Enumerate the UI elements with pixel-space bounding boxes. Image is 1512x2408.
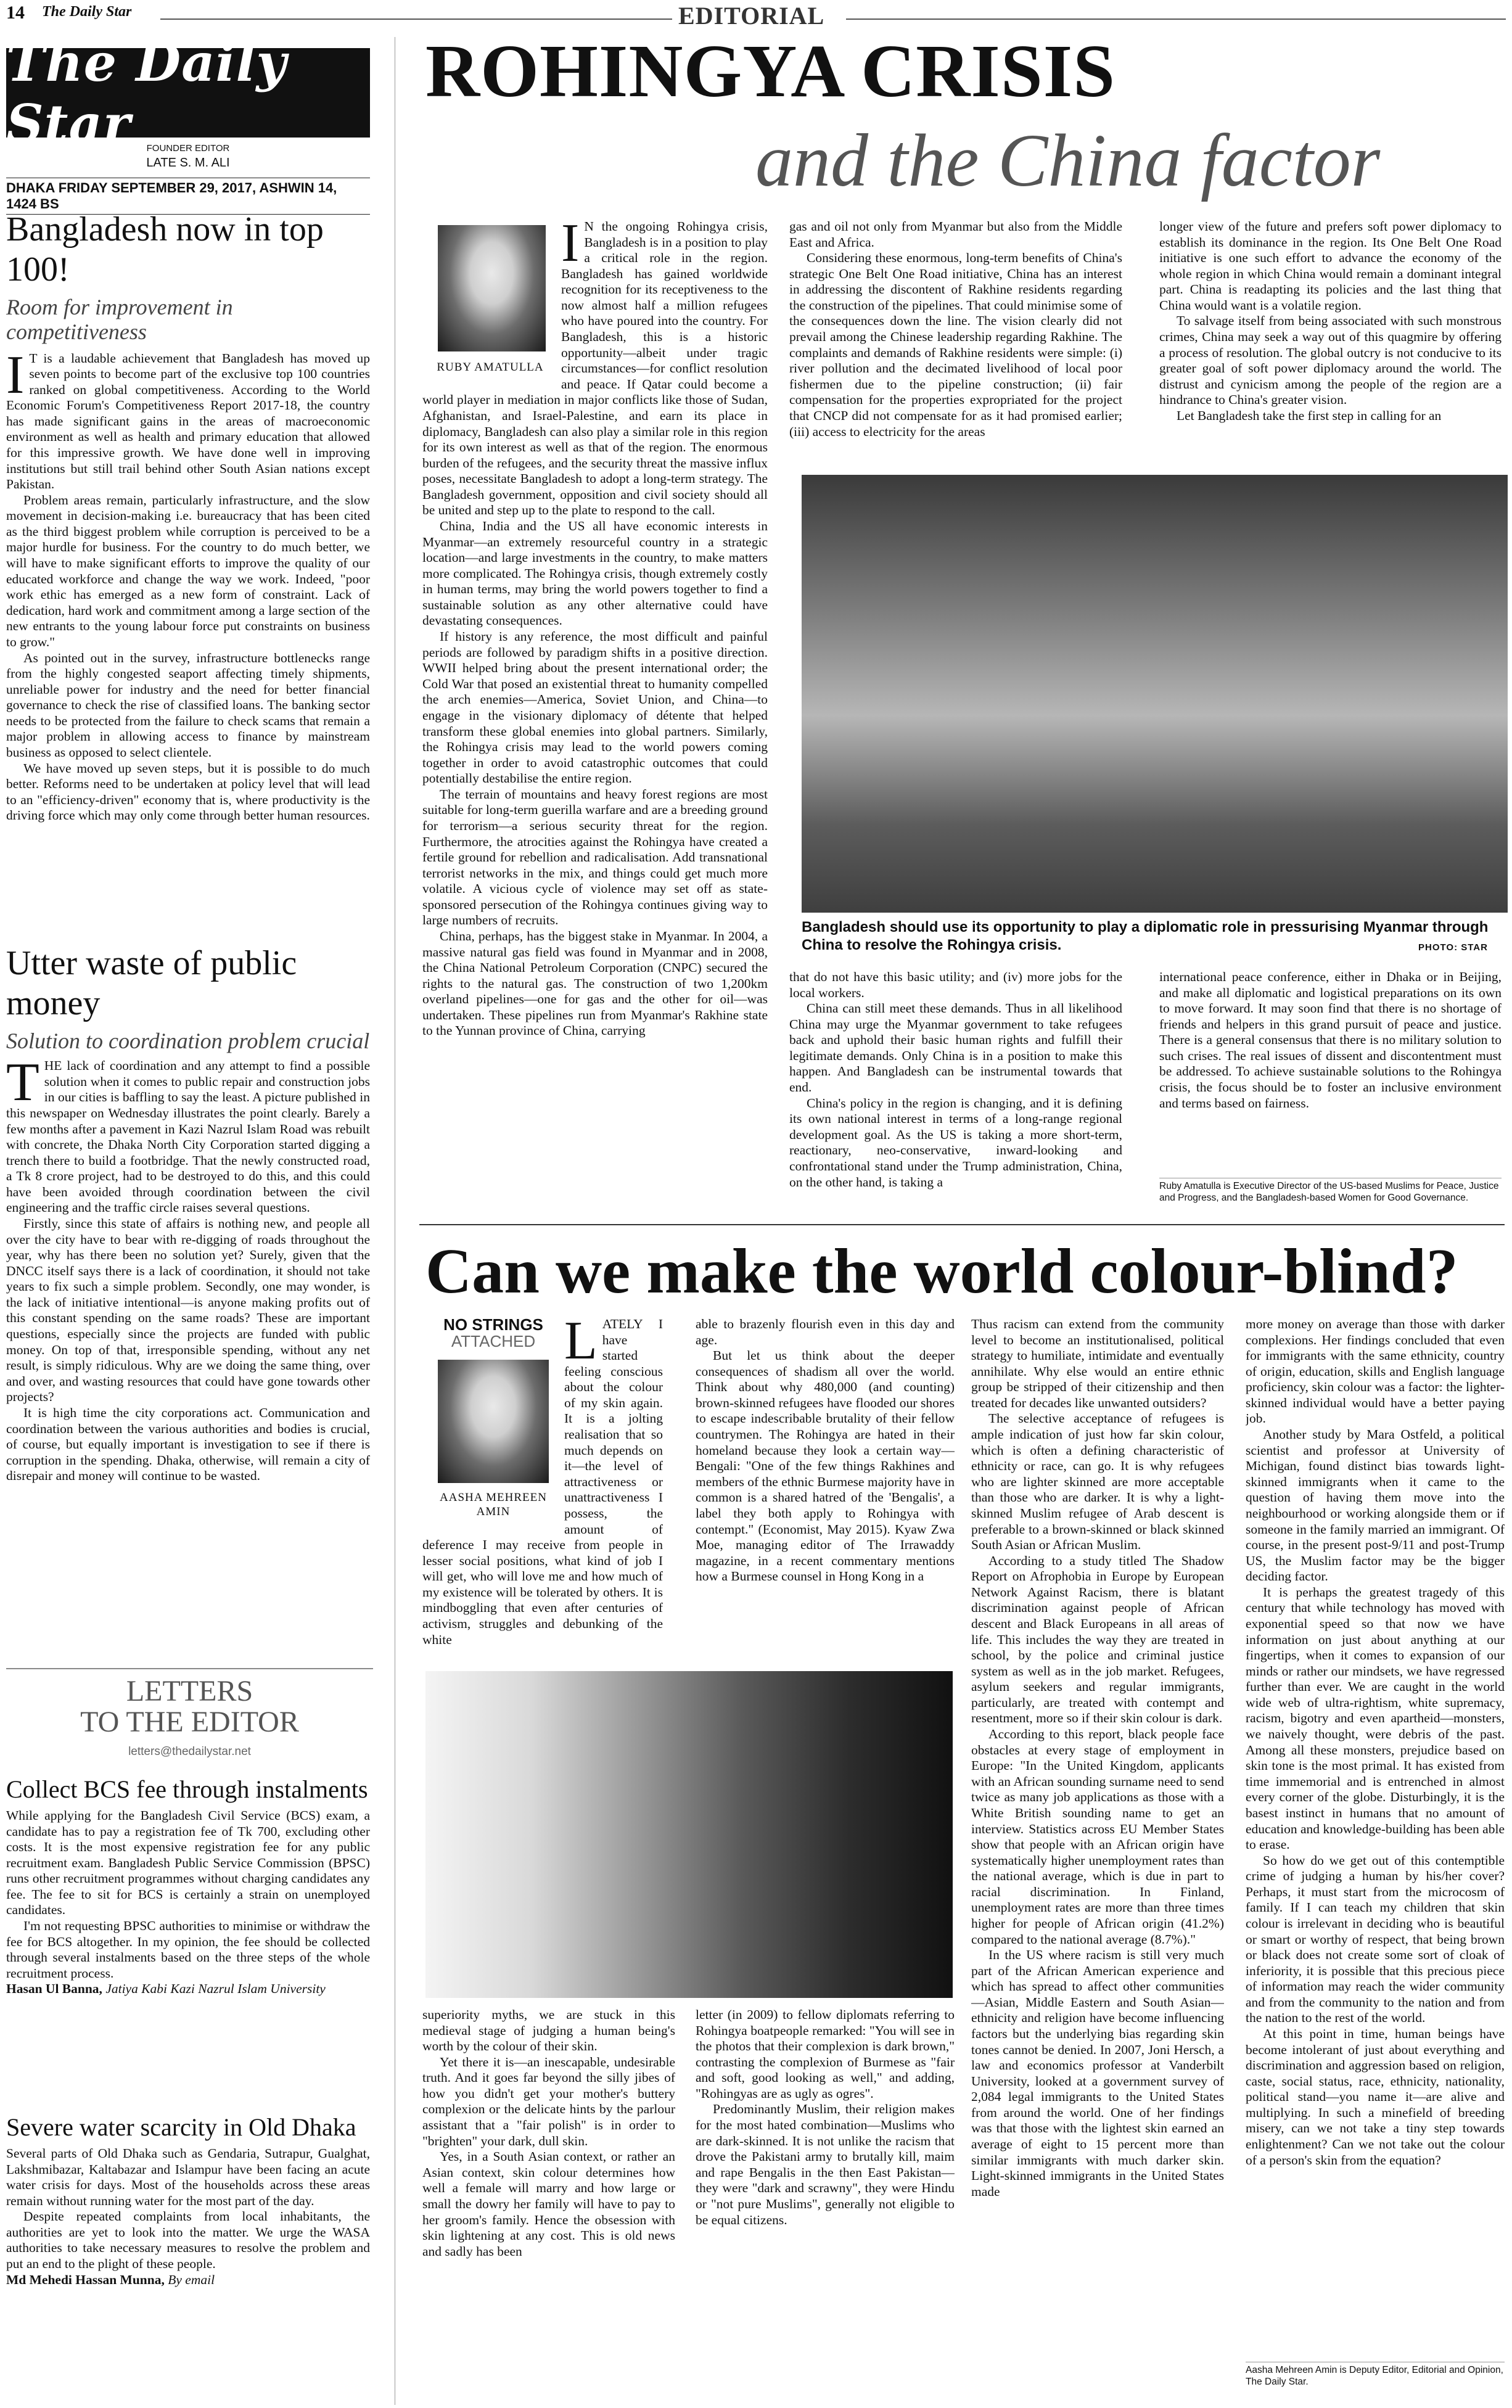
- letters-heading-line1: LETTERS: [126, 1675, 253, 1707]
- section-label: EDITORIAL: [678, 2, 825, 30]
- page-header: [6, 2, 1505, 30]
- paragraph: China can still meet these demands. Thus in all likelihood China may urge the Myanmar government to take refugees back and uphold their basic human rights and fulfill their legitimate demands. Only China is in a position to make this happen. And Bangladesh can be instrumental towards that end.: [789, 1001, 1122, 1095]
- photo-caption: Bangladesh should use its opportunity to play a diplomatic role in pressurising Myanmar through China to resolve the Rohingya crisis.: [802, 919, 1489, 953]
- author-footnote: Aasha Mehreen Amin is Deputy Editor, Editorial and Opinion, The Daily Star.: [1246, 2362, 1505, 2388]
- feature-column-1: [422, 219, 768, 1215]
- column-name-line2: ATTACHED: [451, 1332, 536, 1351]
- feature-column-3b: [1159, 969, 1502, 1173]
- editorial-bangladesh-top-100: [6, 210, 370, 824]
- paragraph: If history is any reference, the most difficult and painful periods are followed by paradigm shifts in a positive direction. WWII helped bring about the present international order; the Cold War that posed an existential threat to humanity compelled the arch enemies—America, Soviet Union, and China—to engage in the visionary diplomacy of détente that helped transform these global enemies into global partners. Similarly, the Rohingya crisis may lead to the world powers coming together in order to avoid catastrophic outcomes that could potentially destabilise the entire region.: [422, 629, 768, 786]
- editorial-title: Bangladesh now in top 100!: [6, 210, 324, 289]
- paragraph: that do not have this basic utility; and (iv) more jobs for the local workers.: [789, 969, 1122, 1000]
- letters-heading-line2: TO THE EDITOR: [80, 1706, 299, 1739]
- paragraph: international peace conference, either in Dhaka or in Beijing, and make all diplomatic and logistical preparations on its own to move forward. It may soon find that there is no shortage of friends and helpers in this grand pursuit of peace and justice. There is a general consensus that there is no military solution to such crises. The real issues of dissent and discontentment must be addressed. To achieve sustainable solutions to the Rohingya crisis, the focus should be to foster an inclusive environment and terms based on fairness.: [1159, 969, 1502, 1111]
- header-rule-left: [160, 18, 672, 20]
- paragraph: T is a laudable achievement that Bangladesh has moved up seven points to become part of the exclusive top 100 countries ranked on global competitiveness. According to the World Economic Forum's Competitiveness Report 2017-18, the country has made significant gains in the areas of macroeconomic environment as well as health and primary education that allowed for this impressive growth. We have done well in improving institutions but still trail behind other South Asian nations except Pakistan.: [6, 350, 370, 492]
- paragraph: Considering these enormous, long-term benefits of China's strategic One Belt One Road initiative, China has an interest in addressing the discontent of Rakhine residents regarding the construction of the pipelines. That could minimise some of the consequences down the line. The vision clearly did not prevail among the Chinese leadership regarding Rakhine. The complaints and demands of Rakhine residents were simple: (i) river pollution and the decimated livelihood of local poor fishermen due to the pipeline construction; (ii) fair compensation for the properties expropriated for the project that CNCP did not compensate for as it had promised earlier; (iii) access to electricity for the areas: [789, 250, 1122, 439]
- feature-column-2: [789, 219, 1122, 466]
- founder-editor: [6, 143, 370, 170]
- feature-title-line2: and the China factor: [755, 119, 1381, 202]
- paragraph: According to a study titled The Shadow Report on Afrophobia in Europe by European Network Against Racism, there is blatant discrimination against people of African descent and Black Europeans in all areas of life. This includes the way they are treated in school, by the police and criminal justice system as well as in the job market. Refugees, asylum seekers and regular immigrants, particularly, are treated with contempt and resentment, more so if their skin colour is dark.: [971, 1553, 1224, 1726]
- founder-label: FOUNDER EDITOR: [146, 143, 230, 154]
- paragraph: gas and oil not only from Myanmar but also from the Middle East and Africa.: [789, 219, 1122, 250]
- paragraph: China, India and the US all have economic interests in Myanmar—an extremely resourceful country in a strategic location—and large investments in the country, to make matters more complicated. The Rohingya crisis, though extremely costly in human terms, may bring the world powers together to find a sustainable solution as any other alternative could have devastating consequences.: [422, 518, 768, 628]
- feature-column-2b: [696, 2007, 955, 2405]
- letter-author: Md Mehedi Hassan Munna,: [6, 2272, 165, 2287]
- paragraph: Yet there it is—an inescapable, undesirable truth. And it goes far beyond the silly jibes of how you didn't get your mother's buttery complexion or the delicate hints by the parlour assistant that a "fair polish" is in order to "brighten" your dark, dull skin.: [422, 2054, 675, 2148]
- paragraph: Thus racism can extend from the community level to become an institutionalised, political strategy to humiliate, intimidate and eventually annihilate. Why else would an entire ethnic group be stripped of their citizenship and then treated for decades like unwanted outsiders?: [971, 1317, 1224, 1410]
- letter-item: [6, 1776, 370, 1997]
- feature-column-2: [696, 1317, 955, 1659]
- paragraph: ATELY I have started feeling conscious about the colour of my skin again. It is a jolting realisation that so much depends on it—the level of attractiveness or unattractiveness I possess, the amount of deference I may receive from people in lesser social positions, what kind of job I will get, who will love me and how much of my existence will be tolerated by others. It is mindboggling that even after centuries of activism, struggles and debunking of the white: [422, 1317, 663, 1647]
- header-paper-name: The Daily Star: [42, 4, 132, 20]
- masthead-logo: The Daily Star: [6, 48, 370, 138]
- page-number: 14: [6, 2, 25, 23]
- paragraph: Problem areas remain, particularly infrastructure, and the slow movement in decision-making i.e. bureaucracy that has been cited as the third biggest problem while corruption is perceived to be a major hurdle for business. For the country to do much better, we will have to make significant efforts to improve the quality of our educated workforce and change the way we work. Indeed, "poor work ethic has emerged as a new form of constraint. Lack of dedication, hard work and commitment among a large section of the new entrants to the young labour force put constraints on business to grow.": [6, 492, 370, 649]
- author-footnote: Ruby Amatulla is Executive Director of the US-based Muslims for Peace, Justice and Progress, and the Bangladesh-based Women for Good Governance.: [1159, 1178, 1502, 1204]
- feature-column-4: [1246, 1317, 1505, 2353]
- paragraph: We have moved up seven steps, but it is possible to do much better. Reforms need to be undertaken at policy level that will lead to an "efficiency-driven" economy that is, where productivity is the driving force which may only come through better human resources.: [6, 760, 370, 823]
- editorial-subtitle: Solution to coordination problem crucial: [6, 1028, 370, 1053]
- paragraph: The terrain of mountains and heavy forest regions are most suitable for long-term guerilla warfare and are a breeding ground for terrorism—a serious security threat for the region. Furthermore, the atrocities against the Rohingya have created a fertile ground for rebellion and radicalisation. Add transnational terrorist networks in the mix, and things could get much more volatile. A vicious cycle of violence may set off as state-sponsored persecution of the Rohingya continues giving way to large numbers of recruits.: [422, 786, 768, 928]
- paragraph: superiority myths, we are stuck in this medieval stage of judging a human being's worth by the colour of their skin.: [422, 2007, 675, 2054]
- feature-column-1: [422, 1317, 663, 1659]
- paragraph: Several parts of Old Dhaka such as Gendaria, Sutrapur, Gualghat, Lakshmibazar, Kaltabazar and Islampur have been facing an acute water crisis for days. Most of the households across these areas remain without running water for the most part of the day.: [6, 2146, 370, 2208]
- letters-email: letters@thedailystar.net: [128, 1745, 251, 1758]
- author-line1: AASHA MEHREEN: [440, 1491, 547, 1504]
- letter-author: Hasan Ul Banna,: [6, 1981, 102, 1997]
- paragraph: While applying for the Bangladesh Civil Service (BCS) exam, a candidate has to pay a registration fee of Tk 700, excluding other costs. It is the most expensive registration fee for any public recruitment exam. Bangladesh Public Service Commission (BPSC) runs other recruitment programmes without charging candidates any fee. The fee to sit for BCS is certainly a strain on unemployed candidates.: [6, 1808, 370, 1918]
- paragraph: Yes, in a South Asian context, or rather an Asian context, skin colour determines how well a female will marry and how large or small the dowry her family will have to pay to her groom's family. Hence the obsession with skin lightening at any cost. This is old news and sadly has been: [422, 2149, 675, 2259]
- paragraph: To salvage itself from being associated with such monstrous crimes, China may seek a way out of this quagmire by offering a process of resolution. The global outcry is not conducive to its greater goal of soft power diplomacy around the world. The distrust and cynicism among the people of the region are a hindrance to China's greater vision.: [1159, 313, 1502, 408]
- dropcap: I: [561, 219, 580, 273]
- editorial-title: Utter waste of public money: [6, 944, 297, 1022]
- author-line2: AMIN: [476, 1505, 511, 1518]
- paragraph: As pointed out in the survey, infrastructure bottlenecks range from the highly congested seaport affecting timely shipments, unreliable power for industry and the need for better financial governance to check the rise of classified loans. The banking sector needs to be protected from the failure to check scams that remain a major problem in allowing access to finance by mainstream business as opposed to select clientele.: [6, 650, 370, 760]
- letter-body: [6, 2146, 370, 2288]
- feature-title: ROHINGYA CRISIS: [425, 30, 1116, 113]
- paragraph: The selective acceptance of refugees is ample indication of just how far skin colour, which is often a defining characteristic of ethnicity or race, can go. It is why refugees who are lighter skinned are more acceptable than those who are darker. It is why a light-skinned Muslim refugee of Arab descent is preferable to a brown-skinned or black skinned South Asian or African Muslim.: [971, 1411, 1224, 1553]
- paragraph: N the ongoing Rohingya crisis, Bangladesh is in a position to play a critical role in the region. Bangladesh has gained worldwide recognition for its receptiveness to the now almost half a million refugees who have poured into the country. For Bangladesh, this is a historic opportunity—albeit under tragic circumstances—for conflict resolution and peace. If Qatar could become a world player in mediation in major conflicts like those of Sudan, Afghanistan, and Israel-Palestine, and earn its place in diplomacy, Bangladesh can also play a similar role in this region for its own interest as well as that of the region. The enormous burden of the refugees, and the security threat the massive influx poses, necessitate Bangladesh to adopt a long-term strategy. The Bangladesh government, opposition and civil society should all be united and step up to the plate to respond to the call.: [422, 219, 768, 518]
- editorial-body: [6, 1053, 370, 1484]
- section-divider: [419, 1224, 1505, 1225]
- paragraph: more money on average than those with darker complexions. Her findings concluded that even for immigrants with the same ethnicity, country of origin, education, skills and English language proficiency, skin colour was a factor: the lighter-skinned individual would have a better paying job.: [1246, 1317, 1505, 1426]
- paragraph: China's policy in the region is changing, and it is defining its own national interest in terms of a long-range regional development goal. As the US is taking a more short-term, reactionary, neo-conservative, inward-looking and confrontational stand under the Trump administration, China, on the other hand, is taking a: [789, 1095, 1122, 1190]
- paragraph: able to brazenly flourish even in this day and age.: [696, 1317, 955, 1347]
- paragraph: letter (in 2009) to fellow diplomats referring to Rohingya boatpeople remarked: "You will see in the photos that their complexion is dark brown," contrasting the complexion of Burmese as "fair and soft, good looking as well," and adding, "Rohingyas are as ugly as ogres".: [696, 2007, 955, 2101]
- letter-body: [6, 1808, 370, 1997]
- feature-column-2b: [789, 969, 1122, 1216]
- column-name-line1: NO STRINGS: [443, 1315, 543, 1334]
- paragraph: Firstly, since this state of affairs is nothing new, and people all over the city have to bear with re-digging of roads throughout the year, why has there been no solution yet? Surely, given that the DNCC itself says there is a lack of coordination, it should not take years to fix such a simple problem. Secondly, one may wonder, is the lack of initiative intentional—is anyone making profits out of this constant spending on the same roads? These are important questions, especially since the projects are funded with public money. On top of that, irresponsible spending, without any net result, is simply ridiculous. Why are we doing the same thing, over and over, and wasting resources that could have gone towards other projects?: [6, 1216, 370, 1405]
- paragraph: At this point in time, human beings have become intolerant of just about everything and discrimination and aggression based on religion, caste, social status, race, ethnicity, nationality, political stand—you name it—are alive and multiplying. In such a minefield of breeding misery, can we not take a tiny step towards enlightenment? Can we not take out the colour of a person's skin from the equation?: [1246, 2026, 1505, 2168]
- paragraph: Another study by Mara Ostfeld, a political scientist and professor at University of Michigan, found distinct bias towards light-skinned immigrants when it came to the question of having them move into the neighbourhood or working alongside them or if someone in the family married an immigrant. Of course, in the present post-9/11 and post-Trump US, the Muslim factor may be the bigger deciding factor.: [1246, 1427, 1505, 1584]
- paragraph: Let Bangladesh take the first step in calling for an: [1177, 408, 1442, 423]
- feature-column-3: [971, 1317, 1224, 2405]
- paragraph: So how do we get out of this contemptible crime of judging a human by his/her cover? Perhaps, it must start from the microcosm of family. If I can teach my children that skin colour is irrelevant in deciding who is beautiful or smart or worthy of respect, that being brown or black does not create some sort of cloak of inferiority, it is possible that this precious piece of information may reach the wider community and from the community to the nation and from the nation to the rest of the world.: [1246, 1852, 1505, 2026]
- editorial-body: [6, 345, 370, 824]
- paragraph: According to this report, black people face obstacles at every stage of employment in Europe: "In the United Kingdom, applicants with an African sounding surname need to send twice as many job applications as those with a White British sounding name to get an interview. Statistics across EU Member States show that people with an African origin have systematically higher unemployment rates than the national average, which is due in part to racial discrimination. In Finland, unemployment rates are more than three times higher for people of African origin (41.2%) compared to the national average (8.7%).": [971, 1727, 1224, 1947]
- editorial-waste-public-money: [6, 943, 370, 1484]
- paragraph: But let us think about the deeper consequences of shadism all over the world. Think about why 480,000 (and counting) brown-skinned refugees have flooded our shores to escape indescribable brutality of their fellow countrymen. The Rohingya are hated in their homeland because they look a certain way—Bengali: "One of the few things Rakhines and members of the ethnic Burmese majority have in common is a shared hatred of the 'Bengalis', a label they both apply to Rohingya with contempt." (Economist, May 2015). Kyaw Zwa Moe, managing editor of The Irrawaddy magazine, in a recent commentary mentions how a Burmese counsel in Hong Kong in a: [696, 1348, 955, 1584]
- feature-column-1b: [422, 2007, 675, 2405]
- paragraph: I'm not requesting BPSC authorities to minimise or withdraw the fee for BCS altogether. In my opinion, the fee should be collected through several instalments based on the three steps of the whole recruitment process.: [6, 1918, 370, 1981]
- dropcap: L: [564, 1317, 598, 1371]
- dateline: DHAKA FRIDAY SEPTEMBER 29, 2017, ASHWIN 14, 1424 BS: [6, 178, 370, 215]
- paragraph: In the US where racism is still very much part of the African American experience and which has spread to affect other communities—Asian, Middle Eastern and South Asian—ethnicity and religion have become influencing factors but the underlying bias regarding skin tones cannot be denied. In 2007, Joni Hersch, a law and economics professor at Vanderbilt University, looked at a government survey of 2,084 legal immigrants to the United States from around the world. One of her findings was that those with the lightest skin earned an average of eight to 15 percent more than similar immigrants with much darker skin. Light-skinned immigrants in the United States made: [971, 1947, 1224, 2199]
- dropcap: I: [6, 345, 25, 405]
- silhouettes-image: [425, 1671, 953, 1998]
- feature-title: Can we make the world colour-blind?: [425, 1236, 1458, 1307]
- feature-column-3: [1159, 219, 1502, 466]
- paragraph: Predominantly Muslim, their religion makes for the most hated combination—Muslims who are dark-skinned. It is not unlike the racism that drove the Pakistani army to brutally kill, maim and rape Bengalis in the then East Pakistan—they were "dark and scrawny", they were Hindu or "not pure Muslims", generally not eligible to be equal citizens.: [696, 2102, 955, 2227]
- paragraph: Despite repeated complaints from local inhabitants, the authorities are yet to look into the matter. We urge the WASA authorities to take necessary measures to resolve the problem and put an end to the plight of these people.: [6, 2209, 370, 2272]
- letter-title: Collect BCS fee through instalments: [6, 1775, 368, 1803]
- paragraph: HE lack of coordination and any attempt to find a possible solution when it comes to public repair and construction jobs in our cities is baffling to say the least. A picture published in this newspaper on Wednesday illustrates the point clearly. Barely a few months after a pavement in Kazi Nazrul Islam Road was rebuilt with concrete, the Dhaka North City Corporation started digging a trench there to build a footbridge. That the newly constructed road, a Tk 8 crore project, had to be destroyed to do this, and this could have been avoided through coordination between the civil engineering and the traffic circle raises several questions.: [6, 1058, 370, 1215]
- byline: RUBY AMATULLA: [437, 361, 544, 374]
- letters-heading: [6, 1676, 373, 1738]
- paragraph: It is perhaps the greatest tragedy of this century that while technology has moved with exponential speed so that now we have information on just about anything at our fingertips, when it comes to expansion of our minds or rather our mindsets, we have regressed further than ever. We are caught in the world wide web of ultra-rightism, white supremacy, racism, bigotry and even apartheid—monsters, we naively thought, were debris of the past. Among all these monsters, prejudice based on skin tone is the most primal. It has existed from time immemorial and is entrenched in almost every corner of the globe. Disturbingly, it is the basest instinct in humans that no amount of education and knowledge-building has been able to erase.: [1246, 1584, 1505, 1852]
- paragraph: longer view of the future and prefers soft power diplomacy to establish its dominance in the region. Its One Belt One Road initiative is one such effort to advance the economy of the whole region in which China would remain a dominant integral part. China is readapting its policies and the last thing that China would want is a volatile region.: [1159, 219, 1502, 313]
- photo-credit: PHOTO: STAR: [1418, 942, 1488, 953]
- founder-name: LATE S. M. ALI: [146, 156, 230, 170]
- letter-affiliation: Jatiya Kabi Kazi Nazrul Islam University: [105, 1981, 326, 1997]
- paragraph: China, perhaps, has the biggest stake in Myanmar. In 2004, a massive natural gas field was found in Myanmar and in 2008, the China National Petroleum Corporation (CNPC) secured the rights to the natural gas. The construction of two 1,200km overland pipelines—one for gas and the other for oil—was undertaken. These pipelines run from Myanmar's Rakhine state to the Yunnan province of China, carrying: [422, 929, 768, 1038]
- paragraph: It is high time the city corporations act. Communication and coordination between the various authorities and bodies is crucial, of course, but equally important is investigation to see if there is corruption in the spending. Dhaka, otherwise, will remain a city of disrepair and money will continue to be wasted.: [6, 1405, 370, 1484]
- letter-item: [6, 2114, 370, 2288]
- letter-affiliation: By email: [168, 2272, 215, 2287]
- editorial-subtitle: Room for improvement in competitiveness: [6, 294, 233, 345]
- rohingya-crowd-photo: [802, 475, 1508, 913]
- header-rule-right: [846, 18, 1506, 20]
- dropcap: T: [6, 1053, 39, 1113]
- letter-title: Severe water scarcity in Old Dhaka: [6, 2113, 356, 2141]
